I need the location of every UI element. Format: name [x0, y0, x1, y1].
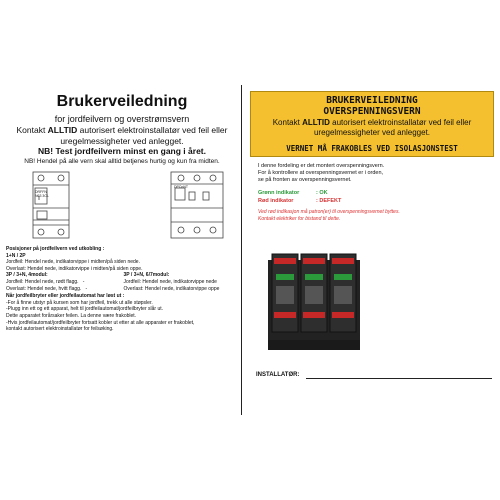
breaker-diagrams	[3, 170, 241, 242]
left-subtitle: for jordfeilvern og overstrømsvern	[54, 114, 190, 124]
surge-protector-panel	[244, 85, 498, 415]
surge-info-3: se på fronten av overspenningsvernet.	[258, 177, 352, 183]
left-title: Brukerveiledning	[56, 93, 188, 110]
left-contact-prefix: Kontakt	[16, 125, 48, 135]
positions-1n-heading: 1+N / 2P	[6, 252, 26, 259]
left-nb-note: NB! Hendel på alle vern skal alltid betjenes hurtig og kun fra midten.	[24, 158, 220, 165]
step-2: -Plugg inn ett og ett apparat, helt til jordfeilautomat/jordfeilbryter slår ut.	[6, 306, 164, 313]
red-indicator-row	[258, 198, 498, 206]
surge-header-box	[250, 91, 494, 157]
rcd-breaker-drawing	[33, 172, 69, 238]
step-5: kontakt autorisert elektroinstallatør for feilsøking.	[6, 326, 114, 333]
surge-contact-prefix: Kontakt	[272, 118, 303, 127]
installer-label: INSTALLATØR:	[256, 372, 300, 378]
green-indicator-value: : OK	[316, 190, 328, 196]
col1-dash-1: -	[82, 278, 85, 285]
positions-1n-fault: Jordfeil: Hendel nede, indikatorvippe i midten/på siden nede.	[6, 259, 140, 266]
positions-3p-columns	[6, 272, 241, 292]
step-1: -For å finne utstyr på kursen som har jordfeil, trekk ut alle støpsler.	[6, 299, 153, 306]
surge-contact-bold: ALLTID	[302, 118, 330, 127]
surge-info	[258, 163, 488, 184]
when-title: Når jordfeilbryter eller jordfeilautomat har løst ut :	[6, 293, 125, 300]
device-base	[268, 340, 360, 350]
surge-note-1: Ved rød indikasjon må patron(er) til overspenningsvernet byttes.	[258, 209, 400, 215]
positions-title: Posisjoner på jordfeilvern ved utkobling :	[6, 246, 105, 252]
breaker-label-2: N63 3OL	[35, 194, 50, 198]
device-modules	[272, 254, 356, 332]
breaker-label-1: DRFFN	[35, 190, 47, 194]
surge-contact-text	[255, 118, 489, 138]
surge-note	[258, 209, 498, 222]
surge-info-1: I denne fordeling er det montert overspenningsvern.	[258, 163, 385, 169]
col2-overload: Overlast: Hendel nede, indikatorvippe oppe	[123, 285, 220, 292]
installer-signature-line	[306, 378, 492, 379]
surge-title-1: BRUKERVEILEDNING	[326, 95, 418, 106]
col2-fault: Jordfeil: Hendel nede, indikatorvippe nede	[123, 278, 217, 285]
positions-1n-overload: Overlast: Hendel nede, indikatorvippe i midten/på siden oppe.	[6, 265, 143, 272]
red-indicator-value: : DEFEKT	[316, 197, 342, 204]
rcbo-label: DPCnNT	[174, 185, 189, 189]
step-3: Dette apparatet forårsaker feilen. La denne være frakoblet.	[6, 312, 137, 319]
rcbo-drawing	[171, 172, 223, 238]
surge-info-2: For å kontrollere at overspenningsvernet er i orden,	[258, 170, 384, 176]
col1-heading: 3P / 3+N, 4modul:	[6, 272, 48, 279]
col2-heading: 3P / 3+N, 6/7modul:	[123, 272, 170, 279]
surge-note-2: Kontakt elektriker for bistand til dette.	[258, 215, 341, 222]
surge-title-2: OVERSPENNINGSVERN	[323, 106, 421, 117]
surge-protector-image	[264, 250, 364, 360]
left-contact-rest: autorisert elektroinstallatør ved feil eller uregelmessigheter ved anlegget.	[60, 125, 228, 146]
surge-contact-rest: autorisert elektroinstallatør ved feil eller uregelmessigheter ved anlegget.	[313, 118, 472, 137]
col1-dash-2: -	[85, 285, 88, 292]
left-nb-test: NB! Test jordfeilvern minst en gang i året.	[38, 146, 206, 156]
green-indicator-row	[258, 190, 498, 198]
red-indicator-label: Rød indikator	[258, 197, 294, 204]
col1-overload: Overlast: Hendel nede, hvitt flagg.	[6, 285, 82, 292]
left-contact-bold: ALLTID	[47, 125, 78, 135]
left-contact-text	[3, 125, 241, 146]
green-indicator-label: Grønn indikator	[258, 190, 300, 196]
rcd-instructions-panel	[3, 85, 241, 415]
surge-warning: VERNET MÅ FRAKOBLES VED ISOLASJONSTEST	[286, 144, 458, 153]
breaker-diagram-svg	[3, 170, 241, 242]
panel-divider	[241, 85, 242, 415]
positions-section	[3, 246, 241, 333]
step-4: -Hvis jordfeilautomat/jordfeilbryter fortsatt kobler ut etter at alle apparater er frakoblet,	[6, 319, 195, 326]
col1-fault: Jordfeil: Hendel nede, rødt flagg.	[6, 278, 79, 285]
